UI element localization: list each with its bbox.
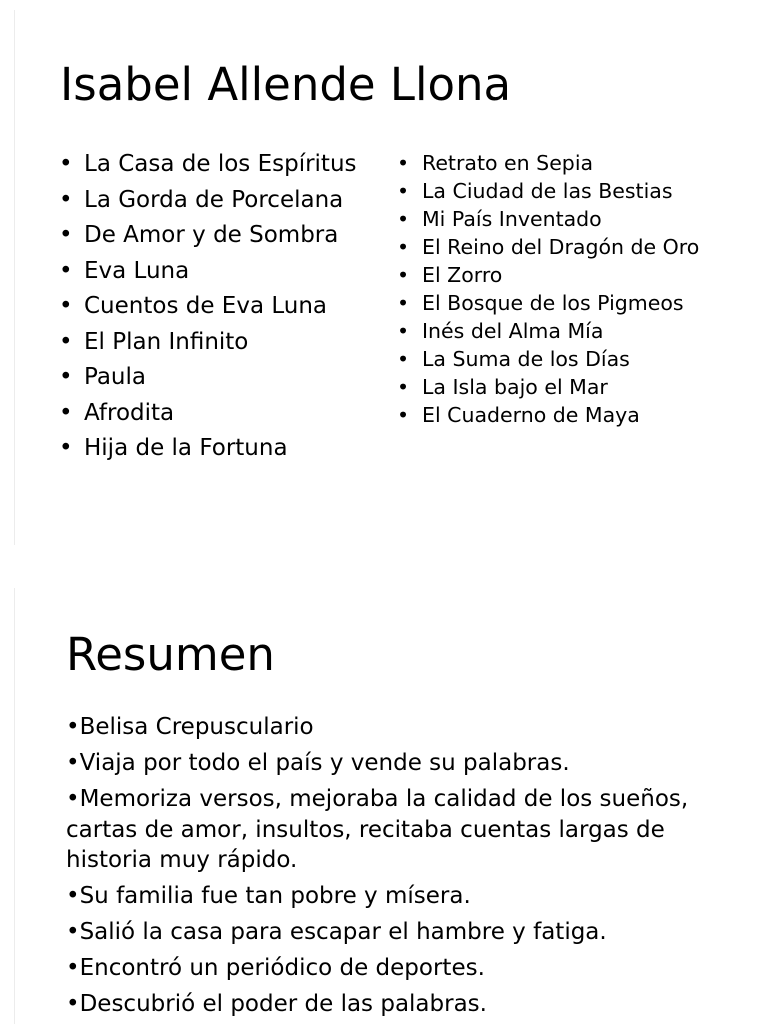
book-item: • Eva Luna [59,256,379,286]
bullet-icon: • [66,750,80,776]
book-list-right [397,149,727,429]
book-item: • El Bosque de los Pigmeos [397,289,727,317]
summary-item [66,881,706,912]
bullet-icon: • [66,786,80,812]
summary-item [66,953,706,984]
slide-title: Resumen [66,628,275,681]
book-list-left [59,149,379,469]
summary-text: Encontró un periódico de deportes. [79,955,485,981]
book-item: • Inés del Alma Mía [397,317,727,345]
bullet-icon: • [66,991,80,1017]
summary-item [66,748,706,779]
summary-list [66,712,706,1025]
bullet-icon: • [66,955,80,981]
book-item: • Hija de la Fortuna [59,433,379,463]
summary-item [66,784,706,876]
book-item: • Retrato en Sepia [397,149,727,177]
book-item: • Cuentos de Eva Luna [59,291,379,321]
slide-border [14,10,15,545]
book-item: • La Isla bajo el Mar [397,373,727,401]
book-item: • Afrodita [59,398,379,428]
book-item: • Mi País Inventado [397,205,727,233]
book-item: • La Ciudad de las Bestias [397,177,727,205]
book-item: • La Suma de los Días [397,345,727,373]
summary-text: Belisa Crepusculario [79,714,314,740]
summary-item [66,712,706,743]
summary-text: Descubrió el poder de las palabras. [79,991,487,1017]
book-item: • La Gorda de Porcelana [59,185,379,215]
bullet-icon: • [66,919,80,945]
book-item: • El Cuaderno de Maya [397,401,727,429]
summary-text: Salió la casa para escapar el hambre y fatiga. [79,919,607,945]
book-item: • De Amor y de Sombra [59,220,379,250]
summary-item [66,989,706,1020]
slide-summary [0,588,768,1024]
book-item: • El Reino del Dragón de Oro [397,233,727,261]
summary-text: Viaja por todo el país y vende su palabras. [79,750,570,776]
book-item: • El Zorro [397,261,727,289]
bullet-icon: • [66,883,80,909]
book-item: • La Casa de los Espíritus [59,149,379,179]
summary-text: Memoriza versos, mejoraba la calidad de los sueños, cartas de amor, insultos, recitaba cuentas largas de historia muy rápido. [66,786,689,873]
book-item: • Paula [59,362,379,392]
summary-item [66,917,706,948]
bullet-icon: • [66,714,80,740]
slide-title: Isabel Allende Llona [60,58,512,111]
slide-border [14,588,15,1024]
book-item: • El Plan Infinito [59,327,379,357]
summary-text: Su familia fue tan pobre y mísera. [79,883,471,909]
